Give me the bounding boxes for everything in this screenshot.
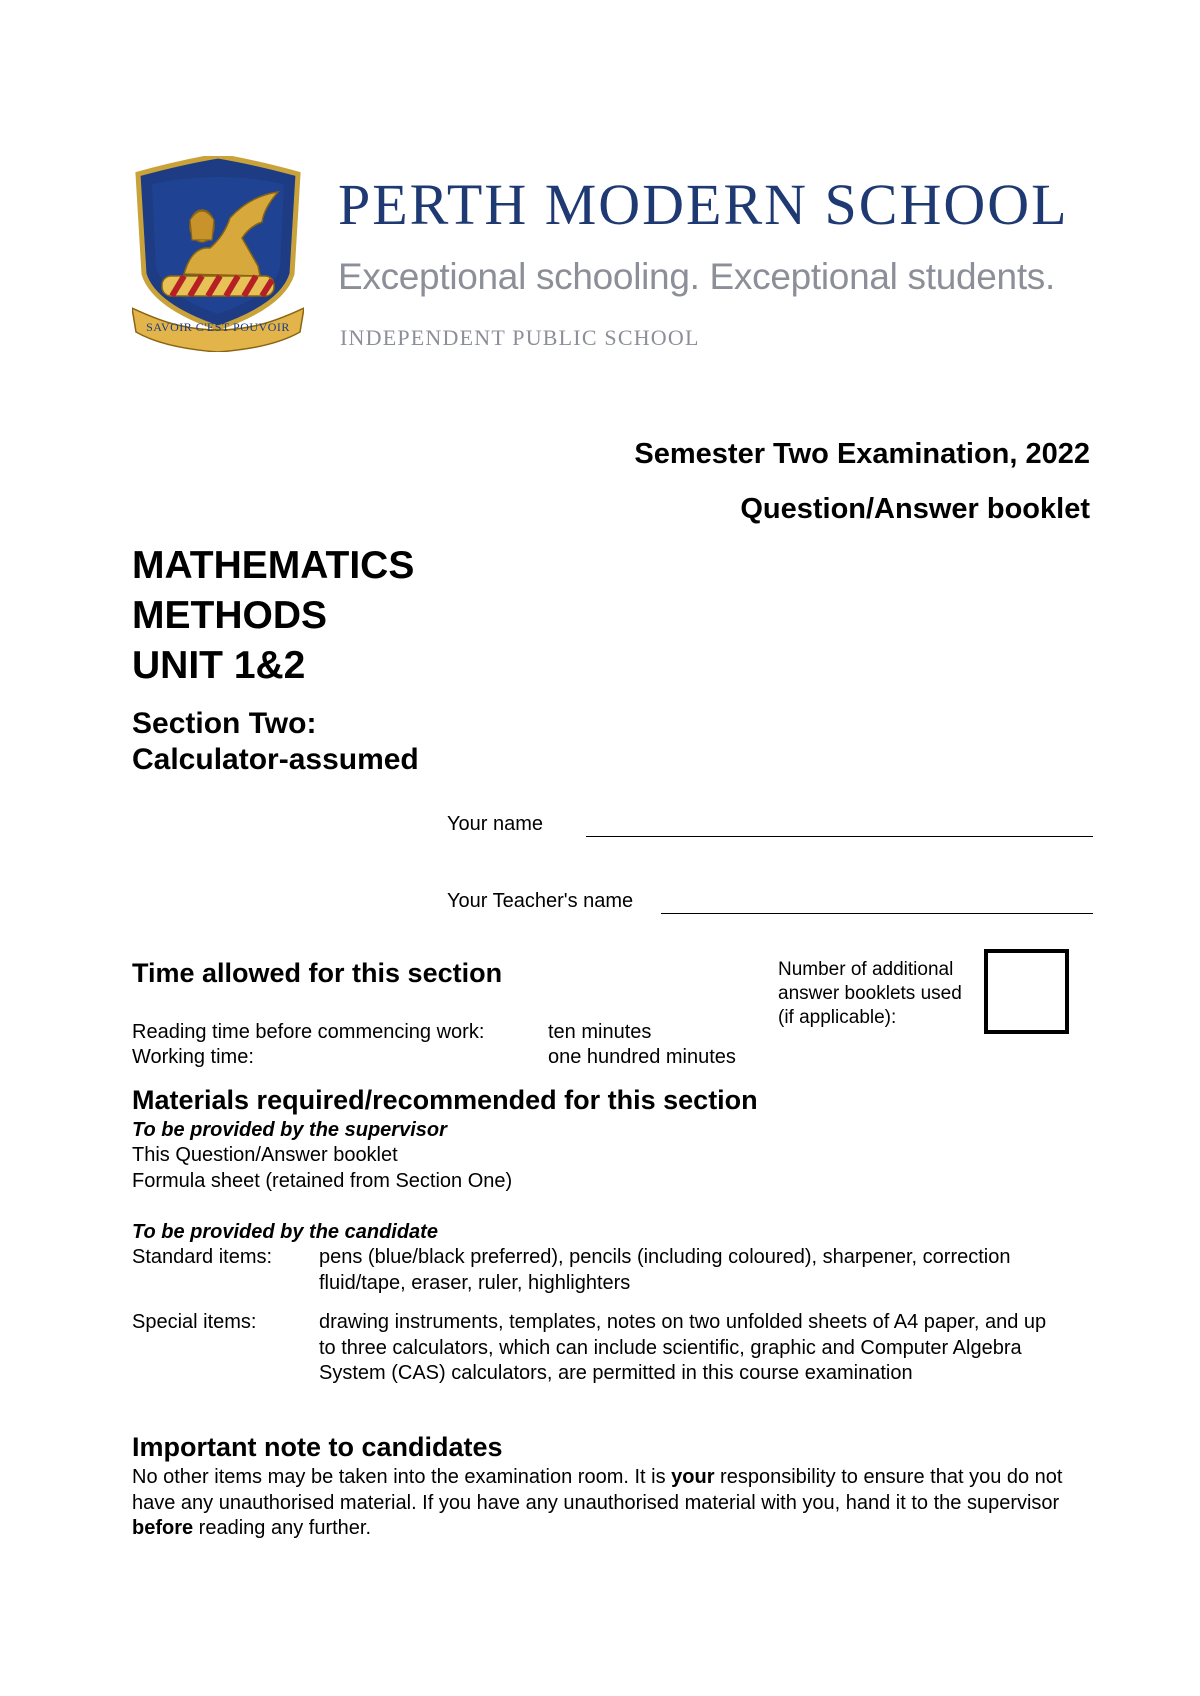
note-part-1: No other items may be taken into the examination room. It is: [132, 1466, 672, 1488]
your-name-label: Your name: [447, 813, 543, 835]
school-crest: [132, 156, 304, 352]
additional-line-1: Number of additional: [778, 959, 954, 980]
time-heading: Time allowed for this section: [132, 958, 503, 988]
special-items-text: drawing instruments, templates, notes on two unfolded sheets of A4 paper, and up to three calculators, which can include scientific, graphic and Computer Algebra System (CAS) calculators, are permitted in this course examination: [319, 1311, 1047, 1384]
supervisor-item: This Question/Answer booklet: [132, 1144, 398, 1166]
school-type: INDEPENDENT PUBLIC SCHOOL: [340, 325, 700, 350]
note-text: [132, 1465, 1092, 1542]
exam-title: Semester Two Examination, 2022: [634, 438, 1090, 470]
supervisor-item: Formula sheet (retained from Section One): [132, 1170, 513, 1192]
additional-line-2: answer booklets used: [778, 983, 962, 1004]
standard-items-label: Standard items:: [132, 1246, 273, 1268]
note-emphasis-before: before: [132, 1517, 194, 1539]
supervisor-heading: To be provided by the supervisor: [132, 1119, 447, 1141]
additional-line-3: (if applicable):: [778, 1007, 897, 1028]
working-time-value: one hundred minutes: [548, 1046, 736, 1068]
note-emphasis-your: your: [671, 1466, 715, 1488]
subject-line-3: UNIT 1&2: [132, 644, 306, 687]
standard-items-text: pens (blue/black preferred), pencils (including coloured), sharpener, correction fluid/tape, eraser, ruler, highlighters: [319, 1246, 1011, 1294]
section-title: [132, 706, 419, 778]
section-line-2: Calculator-assumed: [132, 743, 419, 776]
working-time-label: Working time:: [132, 1046, 254, 1068]
section-line-1: Section Two:: [132, 707, 317, 740]
subject-title: [132, 541, 414, 691]
note-part-2: responsibility to ensure that you do not have any unauthorised material. If you have any unauthorised material with you, hand it to the supervisor: [132, 1466, 1063, 1514]
reading-time-label: Reading time before commencing work:: [132, 1021, 485, 1043]
school-name: PERTH MODERN SCHOOL: [338, 172, 1069, 237]
your-name-line[interactable]: [586, 836, 1093, 837]
materials-heading: Materials required/recommended for this section: [132, 1085, 758, 1115]
note-part-3: reading any further.: [193, 1517, 372, 1539]
subject-line-2: METHODS: [132, 594, 327, 637]
special-items-label: Special items:: [132, 1311, 257, 1333]
reading-time-value: ten minutes: [548, 1021, 652, 1043]
subject-line-1: MATHEMATICS: [132, 544, 415, 587]
teacher-name-label: Your Teacher's name: [447, 890, 634, 912]
school-tagline: Exceptional schooling. Exceptional students.: [338, 256, 1055, 297]
booklet-title: Question/Answer booklet: [740, 493, 1090, 525]
candidate-heading: To be provided by the candidate: [132, 1221, 438, 1243]
note-heading: Important note to candidates: [132, 1432, 503, 1462]
teacher-name-line[interactable]: [661, 913, 1093, 914]
crest-motto: SAVOIR C'EST POUVOIR: [146, 320, 290, 334]
additional-booklets-box[interactable]: [984, 949, 1069, 1034]
additional-booklets-label: [778, 958, 988, 1030]
